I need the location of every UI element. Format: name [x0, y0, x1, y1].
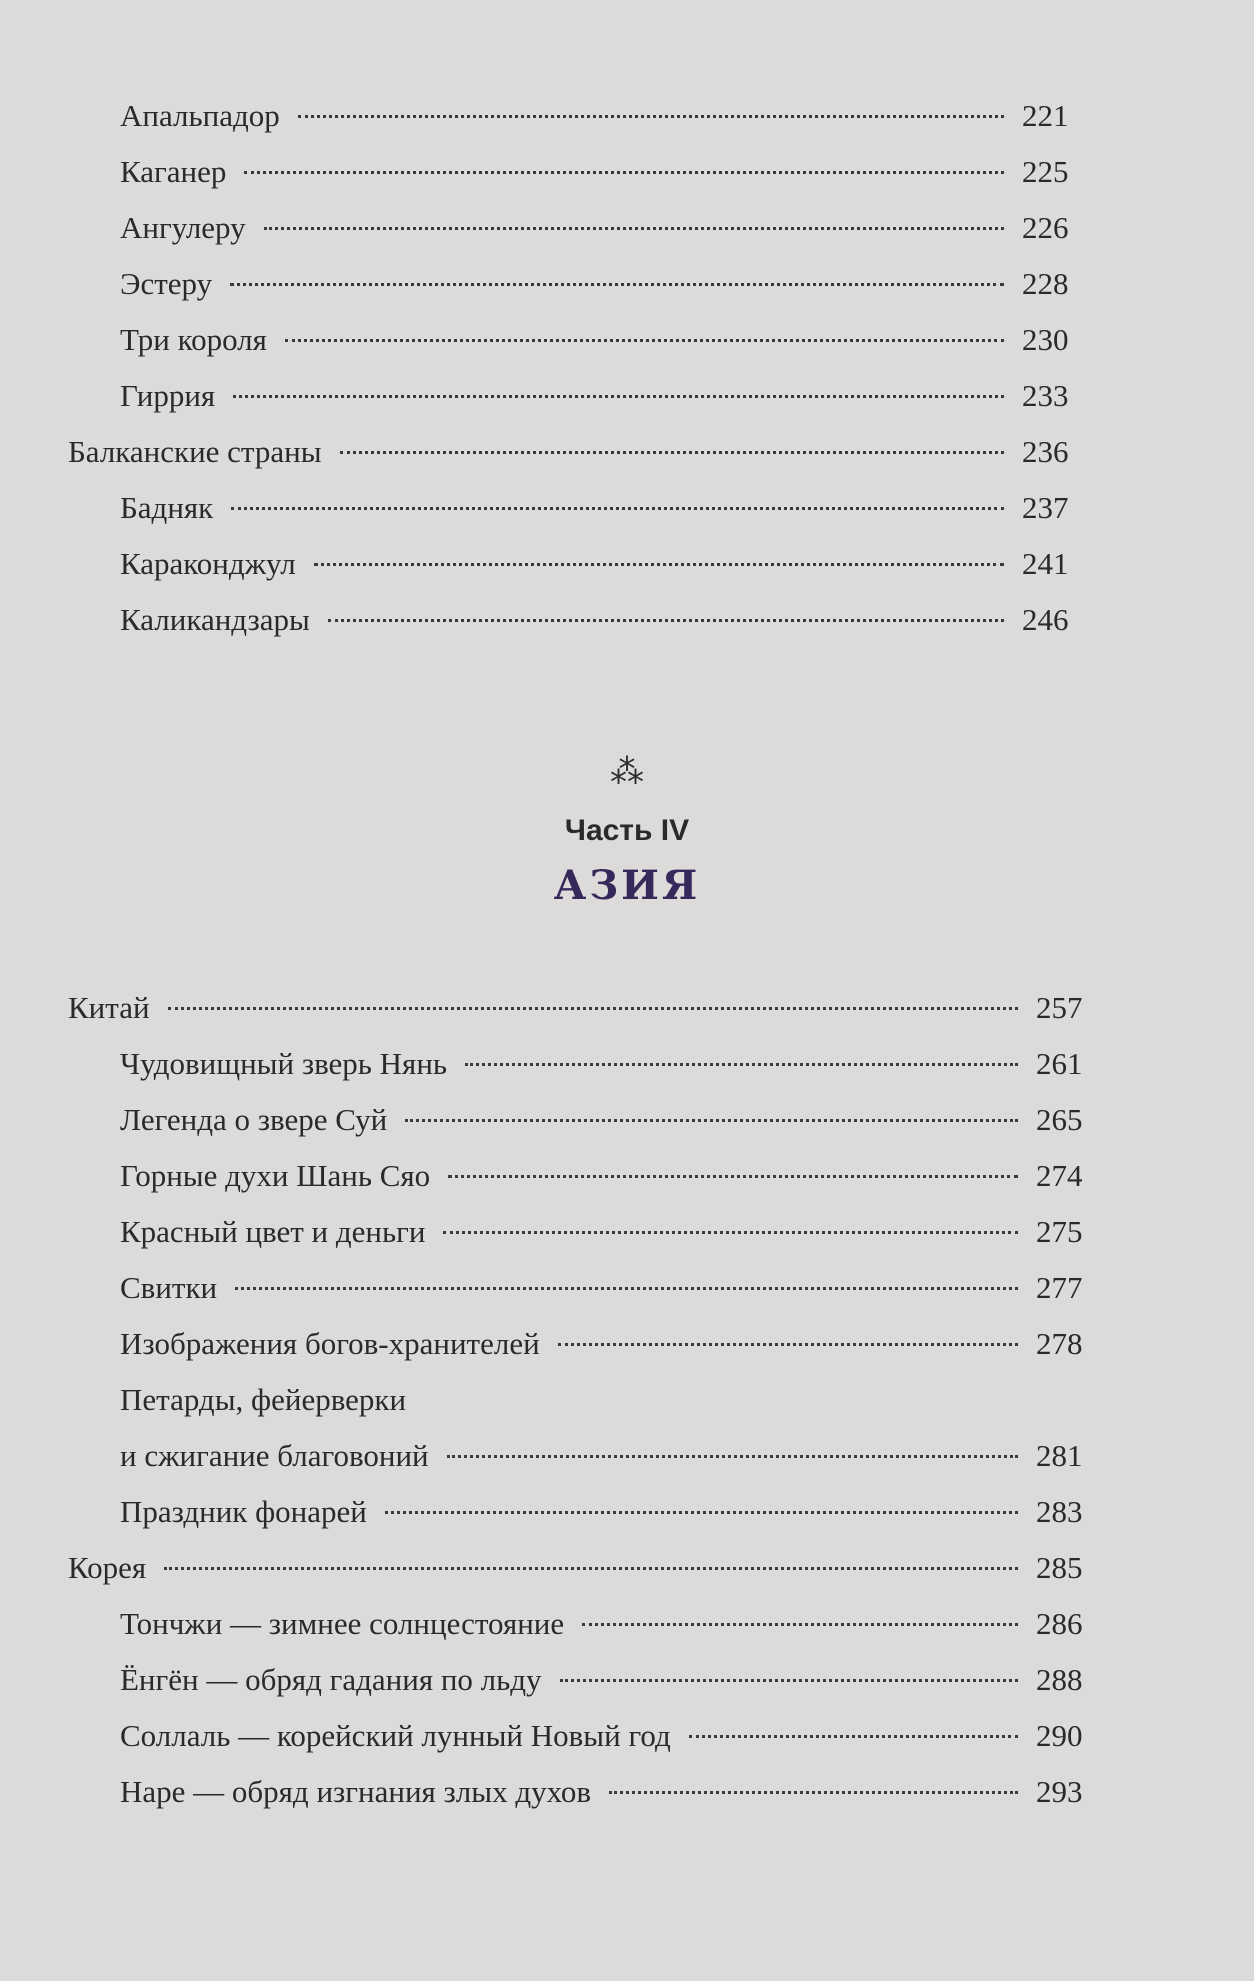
- dot-leader: [264, 227, 1004, 230]
- dot-leader: [230, 283, 1004, 286]
- toc-entry-page-number: 265: [1036, 1102, 1083, 1137]
- toc-entry: [0, 1708, 1254, 1764]
- toc-entry: [0, 368, 1254, 424]
- toc-entry-title: Каганер: [120, 154, 227, 189]
- toc-entry-title: Петарды, фейерверки: [120, 1382, 407, 1417]
- dot-leader: [582, 1623, 1018, 1626]
- dot-leader: [689, 1735, 1018, 1738]
- toc-entry-title: Бадняк: [120, 490, 214, 525]
- dot-leader: [168, 1007, 1018, 1010]
- toc-entry-page-number: 274: [1036, 1158, 1083, 1193]
- toc-entry-title: Гиррия: [120, 378, 216, 413]
- toc-entry: [0, 1428, 1254, 1484]
- toc-entry: [0, 1316, 1254, 1372]
- toc-entry: [0, 1092, 1254, 1148]
- toc-entry-title: Эстеру: [120, 266, 213, 301]
- toc-entry-page-number: 228: [1022, 266, 1069, 301]
- dot-leader: [340, 451, 1004, 454]
- toc-entry-title: Праздник фонарей: [120, 1494, 367, 1529]
- toc-bottom-section: [0, 980, 1254, 1820]
- dot-leader: [405, 1119, 1018, 1122]
- toc-entry-title: Чудовищный зверь Нянь: [120, 1046, 448, 1081]
- toc-entry-title: Караконджул: [120, 546, 296, 581]
- toc-entry: [0, 1148, 1254, 1204]
- toc-entry-page-number: 225: [1022, 154, 1069, 189]
- dot-leader: [558, 1343, 1018, 1346]
- toc-entry-page-number: 241: [1022, 546, 1069, 581]
- toc-entry: [0, 980, 1254, 1036]
- toc-entry-title: Апальпадор: [120, 98, 280, 133]
- dot-leader: [443, 1231, 1018, 1234]
- toc-entry-page-number: 246: [1022, 602, 1069, 637]
- dot-leader: [328, 619, 1004, 622]
- dot-leader: [465, 1063, 1018, 1066]
- dot-leader: [231, 507, 1004, 510]
- toc-entry-title: Корея: [68, 1550, 147, 1585]
- toc-entry-page-number: 230: [1022, 322, 1069, 357]
- toc-entry-page-number: 236: [1022, 434, 1069, 469]
- part-title: АЗИЯ: [553, 862, 701, 909]
- toc-entry: [0, 480, 1254, 536]
- dot-leader: [447, 1455, 1018, 1458]
- toc-entry-page-number: 285: [1036, 1550, 1083, 1585]
- toc-entry-title: Легенда о звере Суй: [120, 1102, 388, 1137]
- toc-entry: [0, 1652, 1254, 1708]
- toc-entry-title: Красный цвет и деньги: [120, 1214, 426, 1249]
- toc-entry-page-number: 278: [1036, 1326, 1083, 1361]
- dot-leader: [298, 115, 1004, 118]
- dot-leader: [164, 1567, 1018, 1570]
- toc-entry-page-number: 290: [1036, 1718, 1083, 1753]
- toc-entry: [0, 536, 1254, 592]
- dot-leader: [244, 171, 1004, 174]
- toc-entry-title: Три короля: [120, 322, 267, 357]
- dot-leader: [560, 1679, 1018, 1682]
- toc-entry-title: Каликандзары: [120, 602, 310, 637]
- dot-leader: [285, 339, 1004, 342]
- toc-entry-title: Изображения богов-хранителей: [120, 1326, 540, 1361]
- toc-entry-page-number: 233: [1022, 378, 1069, 413]
- toc-entry: [0, 144, 1254, 200]
- toc-entry-title: Свитки: [120, 1270, 218, 1305]
- dot-leader: [448, 1175, 1018, 1178]
- dot-leader: [233, 395, 1004, 398]
- toc-entry-title: Тончжи — зимнее солнцестояние: [120, 1606, 565, 1641]
- dot-leader: [235, 1287, 1018, 1290]
- toc-entry-page-number: 275: [1036, 1214, 1083, 1249]
- toc-entry-page-number: 261: [1036, 1046, 1083, 1081]
- toc-entry: [0, 312, 1254, 368]
- toc-entry-title: Китай: [68, 990, 150, 1025]
- toc-entry-title: Балканские страны: [68, 434, 322, 469]
- toc-entry-page-number: 221: [1022, 98, 1069, 133]
- toc-entry-title: Ангулеру: [120, 210, 246, 245]
- toc-entry: [0, 256, 1254, 312]
- toc-entry-title: Наре — обряд изгнания злых духов: [120, 1774, 592, 1809]
- toc-entry: [0, 200, 1254, 256]
- toc-entry: [0, 1036, 1254, 1092]
- dot-leader: [385, 1511, 1018, 1514]
- toc-entry-page-number: 288: [1036, 1662, 1083, 1697]
- toc-top-section: [0, 88, 1254, 648]
- toc-entry-page-number: 293: [1036, 1774, 1083, 1809]
- toc-entry-page-number: 283: [1036, 1494, 1083, 1529]
- toc-entry-page-number: 281: [1036, 1438, 1083, 1473]
- toc-entry-page-number: 277: [1036, 1270, 1083, 1305]
- toc-entry: [0, 424, 1254, 480]
- part-label: Часть IV: [564, 814, 690, 847]
- dot-leader: [314, 563, 1004, 566]
- toc-entry: [0, 1540, 1254, 1596]
- dot-leader: [609, 1791, 1018, 1794]
- toc-entry: [0, 1764, 1254, 1820]
- toc-entry: [0, 592, 1254, 648]
- toc-entry: [0, 1372, 1254, 1428]
- toc-entry-title: Ёнгён — обряд гадания по льду: [120, 1662, 542, 1697]
- ornament-icon: ⁂: [610, 752, 644, 792]
- toc-entry: [0, 88, 1254, 144]
- toc-entry-page-number: 226: [1022, 210, 1069, 245]
- toc-entry-title: Горные духи Шань Сяо: [120, 1158, 431, 1193]
- toc-entry-title: и сжигание благовоний: [120, 1438, 429, 1473]
- toc-entry: [0, 1260, 1254, 1316]
- toc-entry-page-number: 286: [1036, 1606, 1083, 1641]
- toc-entry-page-number: 237: [1022, 490, 1069, 525]
- toc-entry: [0, 1484, 1254, 1540]
- toc-entry-page-number: 257: [1036, 990, 1083, 1025]
- toc-entry-title: Соллаль — корейский лунный Новый год: [120, 1718, 671, 1753]
- toc-entry: [0, 1204, 1254, 1260]
- toc-entry: [0, 1596, 1254, 1652]
